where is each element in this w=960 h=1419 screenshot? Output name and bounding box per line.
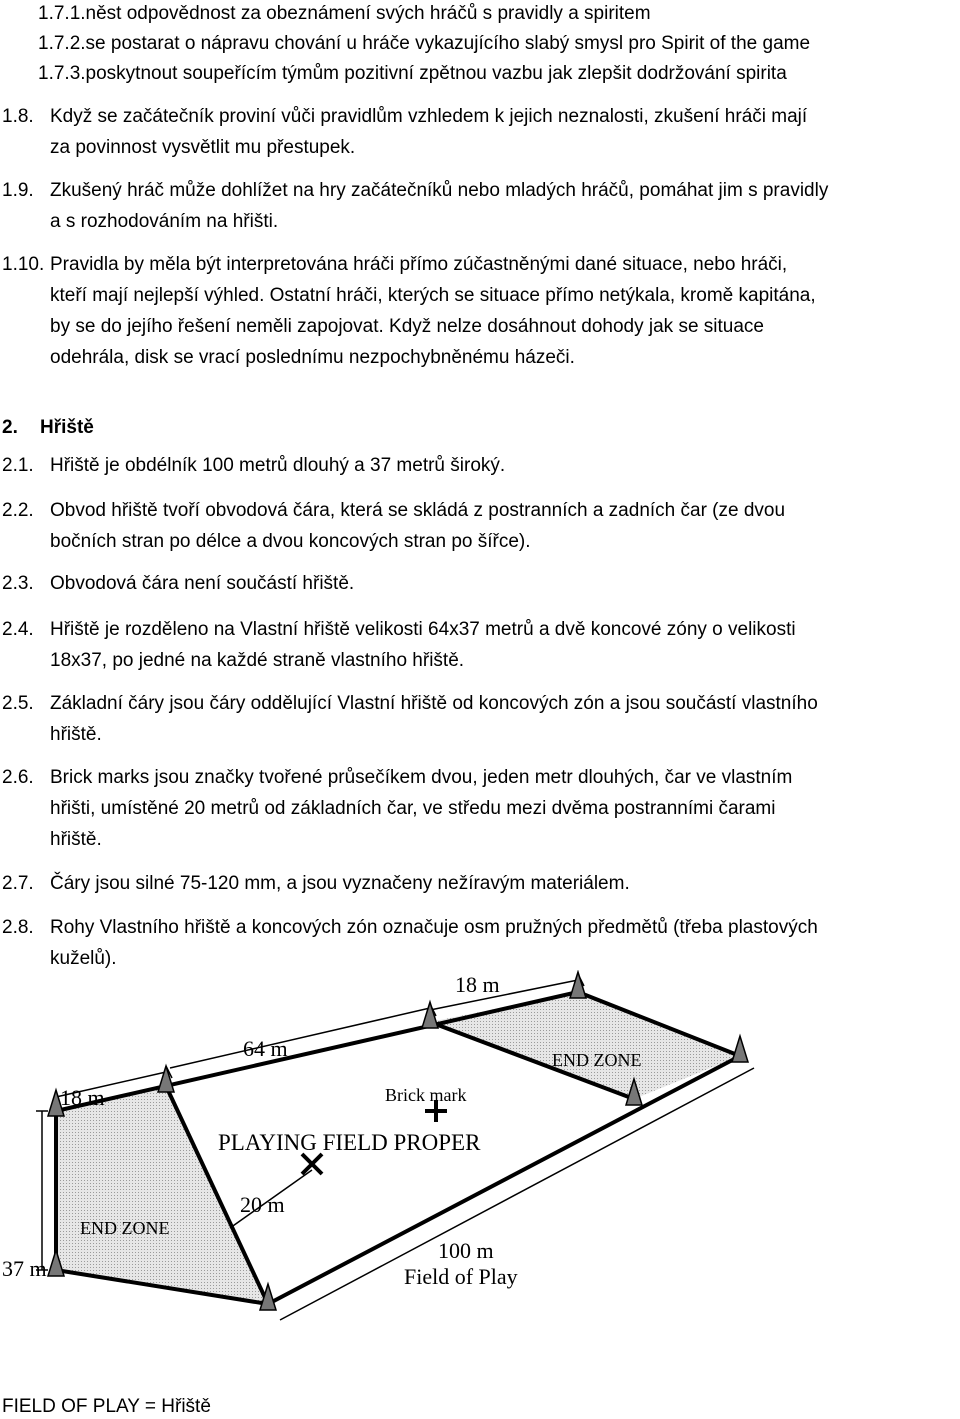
end-zone-left xyxy=(56,1086,268,1304)
label-field-of-play: Field of Play xyxy=(404,1264,518,1289)
rule-text-line: kuželů). xyxy=(50,948,117,969)
label-18m-left: 18 m xyxy=(60,1085,105,1110)
brick-mark-icon xyxy=(302,1154,322,1174)
rule-number: 2.1. xyxy=(2,455,34,476)
end-zone-right xyxy=(430,992,740,1099)
rule-number: 2.3. xyxy=(2,573,34,594)
rule-text-line: 18x37, po jedné na každé straně vlastního hřiště. xyxy=(50,650,465,671)
rule-number: 1.7.3. xyxy=(38,63,86,84)
rule-text-line: bočních stran po délce a dvou koncových stran po šířce). xyxy=(50,531,531,552)
diagram-caption: FIELD OF PLAY = Hřiště xyxy=(2,1396,211,1417)
rule-text-line: hřišti, umístěné 20 metrů od základních čar, ve středu mezi dvěma postranními čarami xyxy=(50,798,776,819)
rule-text-line: Hřiště je obdélník 100 metrů dlouhý a 37 metrů široký. xyxy=(50,455,506,476)
rule-text-line: Hřiště je rozděleno na Vlastní hřiště velikosti 64x37 metrů a dvě koncové zóny o velikosti xyxy=(50,619,796,640)
cone-icon xyxy=(732,1036,748,1062)
rule-number: 1.8. xyxy=(2,106,34,127)
rule-text-line: Brick marks jsou značky tvořené průsečíkem dvou, jeden metr dlouhých, čar ve vlastním xyxy=(50,767,793,788)
rule-text-line: Když se začátečník proviní vůči pravidlům vzhledem k jejich neznalosti, zkušení hráči mají xyxy=(50,106,808,127)
label-20m: 20 m xyxy=(240,1192,285,1217)
rule-number: 1.9. xyxy=(2,180,34,201)
rule-text-line: Obvod hřiště tvoří obvodová čára, která se skládá z postranních a zadních čar (ze dvou xyxy=(50,500,786,521)
rule-number: 2.5. xyxy=(2,693,34,714)
rule-text-line: by se do jejího řešení neměli zapojovat. Když nelze dosáhnout dohody jak se situace xyxy=(50,316,765,337)
field-diagram xyxy=(0,970,960,1390)
label-brick-mark: Brick mark xyxy=(385,1085,467,1105)
section-title: Hřiště xyxy=(40,417,94,438)
label-end-zone-left: END ZONE xyxy=(80,1218,170,1238)
cone-icon xyxy=(158,1066,174,1092)
label-end-zone-right: END ZONE xyxy=(552,1050,642,1070)
rule-text-line: a s rozhodováním na hřišti. xyxy=(50,211,279,232)
rule-number: 2.7. xyxy=(2,873,34,894)
rule-text-line: Obvodová čára není součástí hřiště. xyxy=(50,573,355,594)
label-100m: 100 m xyxy=(438,1238,494,1263)
section-number: 2. xyxy=(2,417,18,438)
rule-text-line: za povinnost vysvětlit mu přestupek. xyxy=(50,137,356,158)
rule-text-line: Zkušený hráč může dohlížet na hry začátečníků nebo mladých hráčů, pomáhat jim s pravidly xyxy=(50,180,829,201)
rule-text: něst odpovědnost za obeznámení svých hráčů s pravidly a spiritem xyxy=(85,3,651,24)
rule-text-line: Pravidla by měla být interpretována hráči přímo zúčastněnými dané situace, nebo hráči, xyxy=(50,254,788,275)
rule-text-line: hřiště. xyxy=(50,829,102,850)
rule-1-7-2 xyxy=(38,32,810,56)
rule-text: se postarat o nápravu chování u hráče vykazujícího slabý smysl pro Spirit of the game xyxy=(85,33,811,54)
rule-1-7-3 xyxy=(38,62,787,86)
rule-number: 1.7.1. xyxy=(38,3,86,24)
rule-number: 2.2. xyxy=(2,500,34,521)
rule-text-line: kteří mají nejlepší výhled. Ostatní hráči, kterých se situace přímo netýkala, kromě kapitána, xyxy=(50,285,816,306)
rule-1-7-1 xyxy=(38,2,651,26)
label-37m: 37 m xyxy=(2,1256,47,1281)
label-playing-field: PLAYING FIELD PROPER xyxy=(218,1130,481,1155)
label-18m-top: 18 m xyxy=(455,972,500,997)
rule-text: poskytnout soupeřícím týmům pozitivní zpětnou vazbu jak zlepšit dodržování spirita xyxy=(85,63,787,84)
rule-number: 1.7.2. xyxy=(38,33,86,54)
rule-text-line: Rohy Vlastního hřiště a koncových zón označuje osm pružných předmětů (třeba plastových xyxy=(50,917,818,938)
rule-number: 1.10. xyxy=(2,254,45,275)
rule-text-line: Čáry jsou silné 75-120 mm, a jsou vyznačeny nežíravým materiálem. xyxy=(50,873,630,894)
rule-number: 2.4. xyxy=(2,619,34,640)
rule-number: 2.8. xyxy=(2,917,34,938)
rule-text-line: hřiště. xyxy=(50,724,102,745)
rule-text-line: Základní čáry jsou čáry oddělující Vlastní hřiště od koncových zón a jsou součástí vlastního xyxy=(50,693,818,714)
rule-number: 2.6. xyxy=(2,767,34,788)
rule-text-line: odehrála, disk se vrací poslednímu nezpochybněnému házeči. xyxy=(50,347,575,368)
label-64m: 64 m xyxy=(243,1036,288,1061)
